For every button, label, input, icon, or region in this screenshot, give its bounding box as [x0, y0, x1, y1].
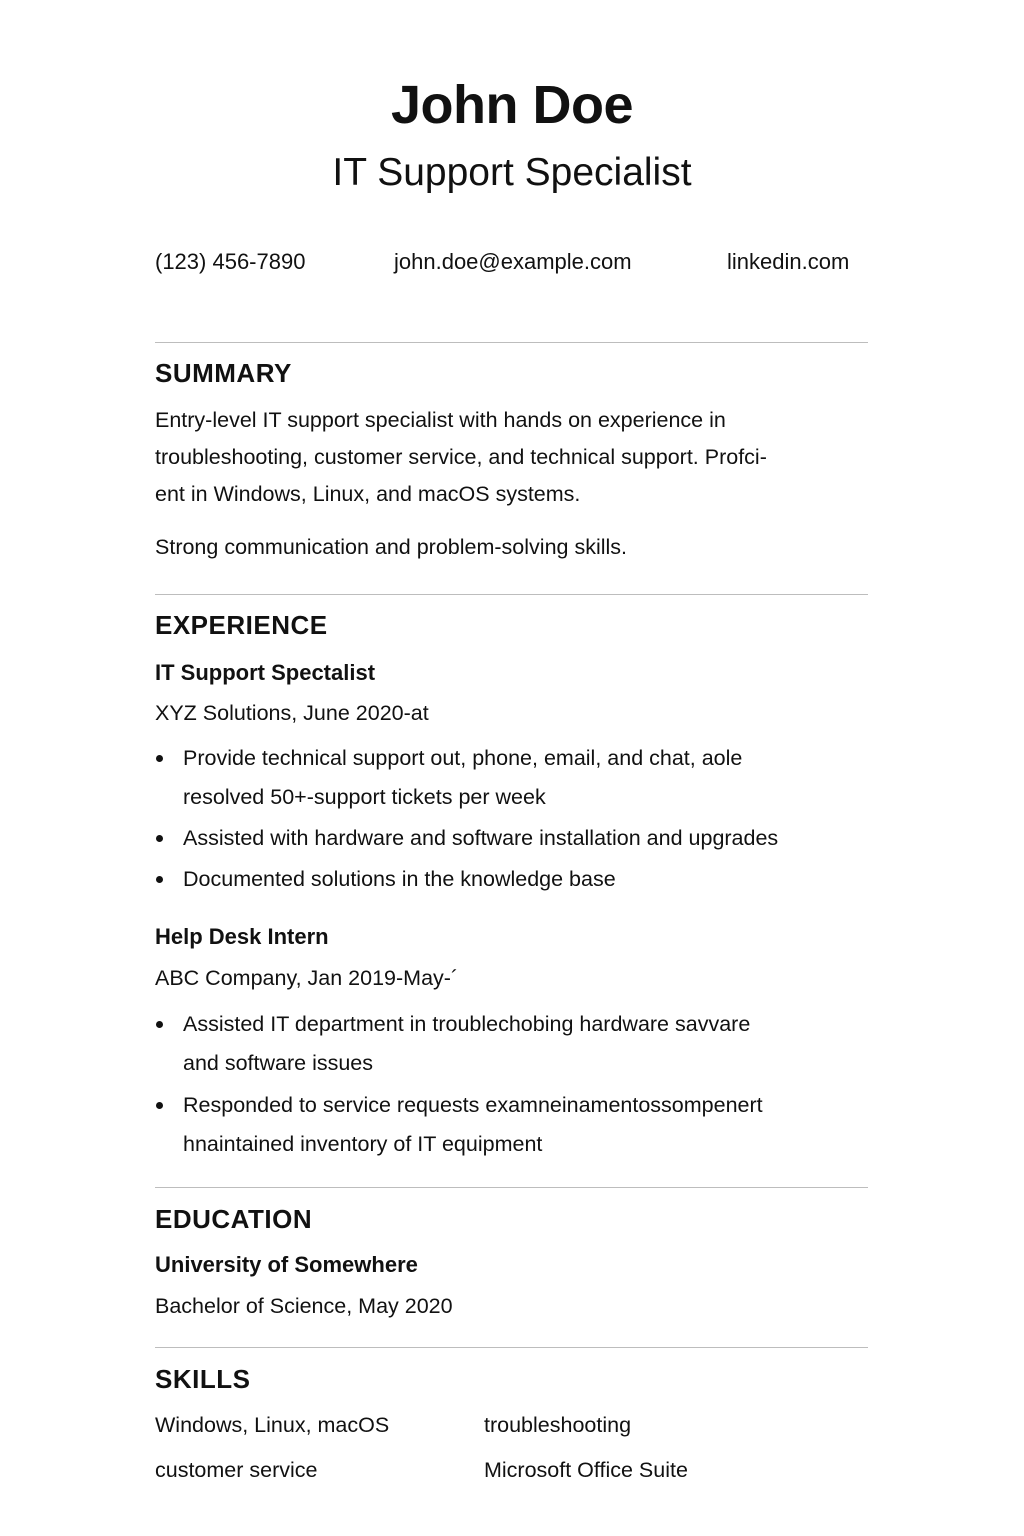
education-heading: EDUCATION [155, 1204, 313, 1234]
job-meta: ABC Company, Jan 2019-May-´ [155, 966, 459, 990]
email[interactable]: john.doe@example.com [394, 249, 632, 274]
bullet-icon [156, 1102, 163, 1109]
job-title: IT Support Specialist [332, 151, 692, 194]
job-title: IT Support Spectalist [155, 660, 376, 685]
phone: (123) 456-7890 [155, 249, 306, 274]
summary-line: Entry-level IT support specialist with hands on experience in [155, 408, 726, 432]
skill: customer service [155, 1458, 318, 1482]
summary-line: troubleshooting, customer service, and technical support. Profci- [155, 445, 767, 469]
bullet-icon [156, 835, 163, 842]
linkedin[interactable]: linkedin.com [727, 249, 850, 274]
bullet-text: resolved 50+-support tickets per week [183, 785, 546, 809]
job-title: Help Desk Intern [155, 924, 329, 949]
experience-heading: EXPERIENCE [155, 610, 328, 640]
bullet-text: Responded to service requests examneinamentossompenert [183, 1093, 763, 1117]
bullet-text: Provide technical support out, phone, email, and chat, aole [183, 746, 743, 770]
bullet-icon [156, 876, 163, 883]
skill: Microsoft Office Suite [484, 1458, 688, 1482]
divider [155, 342, 868, 343]
bullet-text: and software issues [183, 1051, 374, 1075]
bullet-text: Documented solutions in the knowledge base [183, 867, 616, 891]
summary-heading: SUMMARY [155, 358, 292, 388]
degree: Bachelor of Science, May 2020 [155, 1294, 453, 1318]
bullet-text: Assisted with hardware and software installation and upgrades [183, 826, 779, 850]
bullet-icon [156, 1021, 163, 1028]
divider [155, 594, 868, 595]
bullet-text: Assisted IT department in troublechobing hardware savvare [183, 1012, 751, 1036]
summary-line: ent in Windows, Linux, and macOS systems. [155, 482, 581, 506]
school: University of Somewhere [155, 1252, 418, 1277]
summary-extra: Strong communication and problem-solving skills. [155, 535, 628, 559]
bullet-icon [156, 755, 163, 762]
divider [155, 1347, 868, 1348]
name: John Doe [390, 75, 633, 135]
skills-heading: SKILLS [155, 1364, 251, 1394]
divider [155, 1187, 868, 1188]
bullet-text: hnaintained inventory of IT equipment [183, 1132, 543, 1156]
skill: troubleshooting [484, 1413, 632, 1437]
skill: Windows, Linux, macOS [155, 1413, 390, 1437]
job-meta: XYZ Solutions, June 2020-at [155, 701, 429, 725]
